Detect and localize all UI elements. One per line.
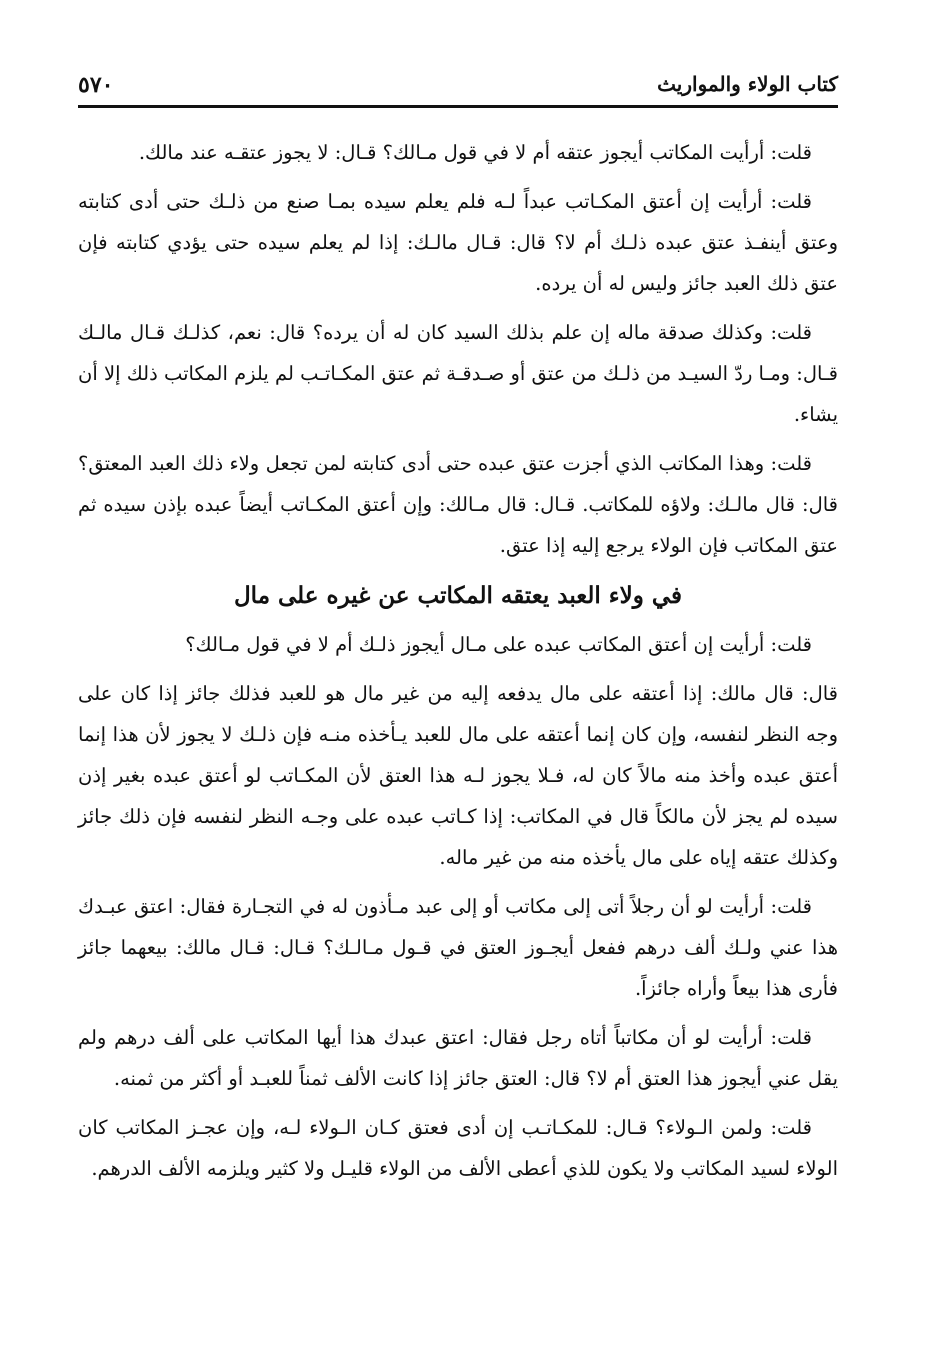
paragraph: قلت: أرأيت لو أن رجلاً أتى إلى مكاتب أو إلى عبد مـأذون له في التجـارة فقال: اعتق عبـدك هذا عني ولـك ألف درهم ففعل أيجـوز العتق في قـول مـالـك؟ قـال: قـال مالك: بيعهما جائز فأرى هذا بيعاً وأراه جائزاً. [78, 895, 838, 1000]
paragraph: قلت: أرأيت المكاتب أيجوز عتقه أم لا في قول مـالك؟ قـال: لا يجوز عتقـه عند مالك. [138, 141, 812, 164]
section-heading: في ولاء العبد يعتقه المكاتب عن غيره على مال [233, 582, 683, 609]
page-body [78, 132, 838, 1197]
paragraph: قلت: وهذا المكاتب الذي أجزت عتق عبده حتى أدى كتابته لمن تجعل ولاء ذلك العبد المعتق؟ قال: قال مالـك: ولاؤه للمكاتب. قـال: قال مـالك: وإن أعتق المكـاتب أيضاً عبده بإذن سيده ثم عتق المكاتب فإن الولاء يرجع إليه إذا عتق. [78, 452, 838, 557]
paragraph: قلت: أرأيت لو أن مكاتباً أتاه رجل فقال: اعتق عبدك هذا أيها المكاتب على ألف درهم ولم يقل عني أيجوز هذا العتق أم لا؟ قال: العتق جائز إذا كانت الألف ثمناً للعبـد أو أكثر من ثمنه. [78, 1026, 838, 1090]
paragraph: قلت: وكذلك صدقة ماله إن علم بذلك السيد كان له أن يرده؟ قال: نعم، كذلـك قـال مالـك قـال: ومـا ردّ السيـد من ذلـك من عتق أو صـدقـة ثم عتق المكـاتـب لم يلزم المكاتب ذلك إلا أن يشاء. [78, 321, 838, 426]
page-header [78, 64, 838, 108]
running-title: كتاب الولاء والمواريث [657, 72, 838, 96]
paragraph: قلت: أرأيت إن أعتق المكـاتب عبداً لـه فلم يعلم سيده بمـا صنع من ذلـك حتى أدى كتابته وعتق أينفـذ عتق عبده ذلـك أم لا؟ قال: قـال مالـك: إذا لم يعلم سيده حتى يؤدي كتابته فإن عتق ذلك العبد جائز وليس له أن يرده. [78, 190, 838, 295]
paragraph: قال: قال مالك: إذا أعتقه على مال يدفعه إليه من غير مال هو للعبد فذلك جائز إذا كان على وجه النظر لنفسه، وإن كان إنما أعتقه على مال للعبد يـأخذه منـه فإن ذلـك لا يجوز لأن هذا إنما أعتق عبده وأخذ منه مالاً كان له، فـلا يجوز لـه هذا العتق لأن المكـاتب لو أعتق عبده بغير إذن سيده لم يجز لأن مالكاً قال في المكاتب: إذا كـاتب عبده على وجـه النظر لنفسه فإن ذلك جائز وكذلك عتقه إياه على مال يأخذه منه من غير ماله. [78, 682, 838, 869]
header-rule [78, 105, 838, 108]
page-number: ٥٧٠ [78, 72, 114, 98]
paragraph: قلت: ولمن الـولاء؟ قـال: للمكـاتـب إن أدى فعتق كـان الـولاء لـه، وإن عجـز المكاتب كان الولاء لسيد المكاتب ولا يكون للذي أعطى الألف من الولاء قليـل ولا كثير ويلزمه الألف الدرهم. [78, 1116, 838, 1180]
paragraph: قلت: أرأيت إن أعتق المكاتب عبده على مـال أيجوز ذلـك أم لا في قول مـالك؟ [185, 633, 812, 656]
